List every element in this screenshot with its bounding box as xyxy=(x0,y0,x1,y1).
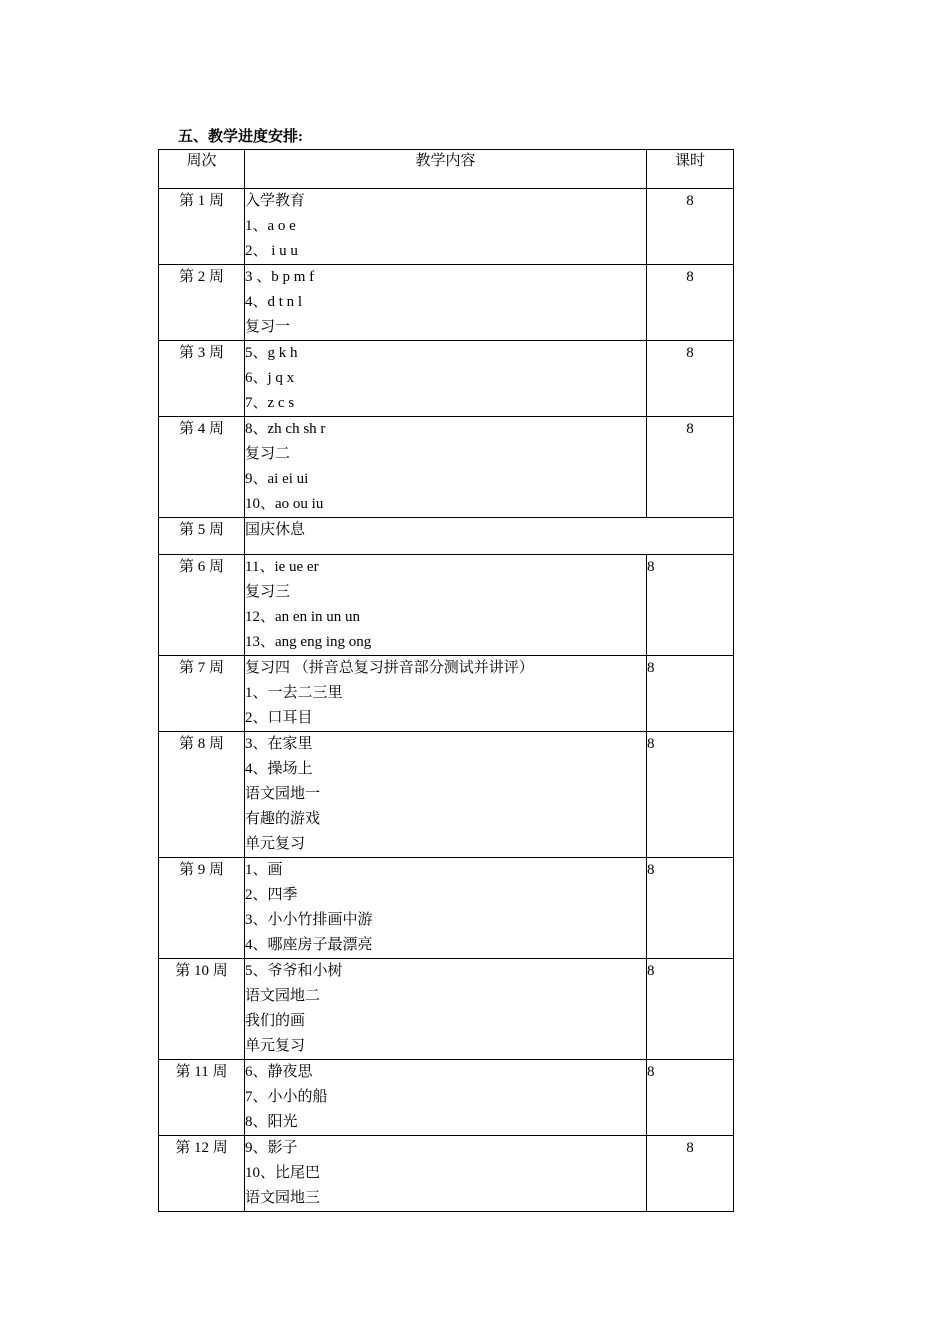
content-cell xyxy=(245,341,647,417)
content-line: 国庆休息 xyxy=(245,522,306,538)
content-line: 13、ang eng ing ong xyxy=(245,634,372,650)
header-content: 教学内容 xyxy=(245,150,647,189)
content-cell xyxy=(245,959,647,1060)
content-line: 7、小小的船 xyxy=(245,1089,328,1105)
content-line: 10、比尾巴 xyxy=(245,1165,321,1181)
content-line: 单元复习 xyxy=(245,836,306,852)
table-row xyxy=(159,858,734,959)
week-cell: 第 12 周 xyxy=(159,1136,245,1212)
content-line: 3、小小竹排画中游 xyxy=(245,912,373,928)
content-cell xyxy=(245,417,647,518)
content-cell xyxy=(245,518,734,555)
content-line: 12、an en in un un xyxy=(245,609,360,625)
hours-cell: 8 xyxy=(647,732,734,858)
content-line: 10、ao ou iu xyxy=(245,496,324,512)
content-cell xyxy=(245,656,647,732)
week-cell: 第 5 周 xyxy=(159,518,245,555)
week-cell: 第 4 周 xyxy=(159,417,245,518)
content-line: 8、阳光 xyxy=(245,1114,298,1130)
hours-cell: 8 xyxy=(647,656,734,732)
header-hours: 课时 xyxy=(647,150,734,189)
week-cell: 第 3 周 xyxy=(159,341,245,417)
content-line: 4、哪座房子最漂亮 xyxy=(245,937,373,953)
content-line: 2、口耳目 xyxy=(245,710,313,726)
content-line: 7、z c s xyxy=(245,395,295,411)
content-line: 1、a o e xyxy=(245,218,296,234)
content-line: 6、j q x xyxy=(245,370,295,386)
hours-cell: 8 xyxy=(647,1060,734,1136)
content-line: 3 、b p m f xyxy=(245,269,315,285)
content-cell xyxy=(245,189,647,265)
content-line: 复习一 xyxy=(245,319,291,335)
week-cell: 第 8 周 xyxy=(159,732,245,858)
content-line: 1、画 xyxy=(245,862,283,878)
week-cell: 第 10 周 xyxy=(159,959,245,1060)
table-row xyxy=(159,1060,734,1136)
content-line: 5、爷爷和小树 xyxy=(245,963,343,979)
content-cell xyxy=(245,1136,647,1212)
table-body xyxy=(159,189,734,1212)
table-row xyxy=(159,341,734,417)
content-line: 有趣的游戏 xyxy=(245,811,321,827)
table-row xyxy=(159,656,734,732)
hours-cell: 8 xyxy=(647,1136,734,1212)
table-row xyxy=(159,1136,734,1212)
content-cell xyxy=(245,1060,647,1136)
table-row xyxy=(159,959,734,1060)
content-line: 4、d t n l xyxy=(245,294,303,310)
table-row xyxy=(159,732,734,858)
content-line: 语文园地二 xyxy=(245,988,321,1004)
content-line: 8、zh ch sh r xyxy=(245,421,326,437)
table-row xyxy=(159,265,734,341)
week-cell: 第 9 周 xyxy=(159,858,245,959)
week-cell: 第 2 周 xyxy=(159,265,245,341)
hours-cell: 8 xyxy=(647,555,734,656)
table-row xyxy=(159,518,734,555)
content-line: 单元复习 xyxy=(245,1038,306,1054)
hours-cell: 8 xyxy=(647,341,734,417)
content-cell xyxy=(245,555,647,656)
table-row xyxy=(159,189,734,265)
hours-cell: 8 xyxy=(647,959,734,1060)
content-line: 语文园地三 xyxy=(245,1190,321,1206)
content-line: 复习三 xyxy=(245,584,291,600)
content-line: 9、ai ei ui xyxy=(245,471,309,487)
schedule-table xyxy=(158,149,734,1212)
table-row xyxy=(159,417,734,518)
content-line: 2、四季 xyxy=(245,887,298,903)
hours-cell: 8 xyxy=(647,417,734,518)
header-week: 周次 xyxy=(159,150,245,189)
week-cell: 第 6 周 xyxy=(159,555,245,656)
week-cell: 第 7 周 xyxy=(159,656,245,732)
content-line: 1、一去二三里 xyxy=(245,685,343,701)
week-cell: 第 11 周 xyxy=(159,1060,245,1136)
content-line: 复习四 （拼音总复习拼音部分测试并讲评） xyxy=(245,660,534,676)
content-line: 4、操场上 xyxy=(245,761,313,777)
content-line: 复习二 xyxy=(245,446,291,462)
content-line: 5、g k h xyxy=(245,345,298,361)
content-line: 入学教育 xyxy=(245,193,306,209)
content-line: 3、在家里 xyxy=(245,736,313,752)
content-line: 2、 i u u xyxy=(245,243,298,259)
content-line: 9、影子 xyxy=(245,1140,298,1156)
hours-cell: 8 xyxy=(647,858,734,959)
content-cell xyxy=(245,858,647,959)
table-row xyxy=(159,555,734,656)
content-cell xyxy=(245,732,647,858)
content-line: 6、静夜思 xyxy=(245,1064,313,1080)
content-line: 我们的画 xyxy=(245,1013,306,1029)
week-cell: 第 1 周 xyxy=(159,189,245,265)
content-line: 语文园地一 xyxy=(245,786,321,802)
section-title: 五、教学进度安排: xyxy=(178,129,303,145)
table-header-row xyxy=(159,150,734,189)
hours-cell: 8 xyxy=(647,189,734,265)
content-cell xyxy=(245,265,647,341)
hours-cell: 8 xyxy=(647,265,734,341)
content-line: 11、ie ue er xyxy=(245,559,319,575)
